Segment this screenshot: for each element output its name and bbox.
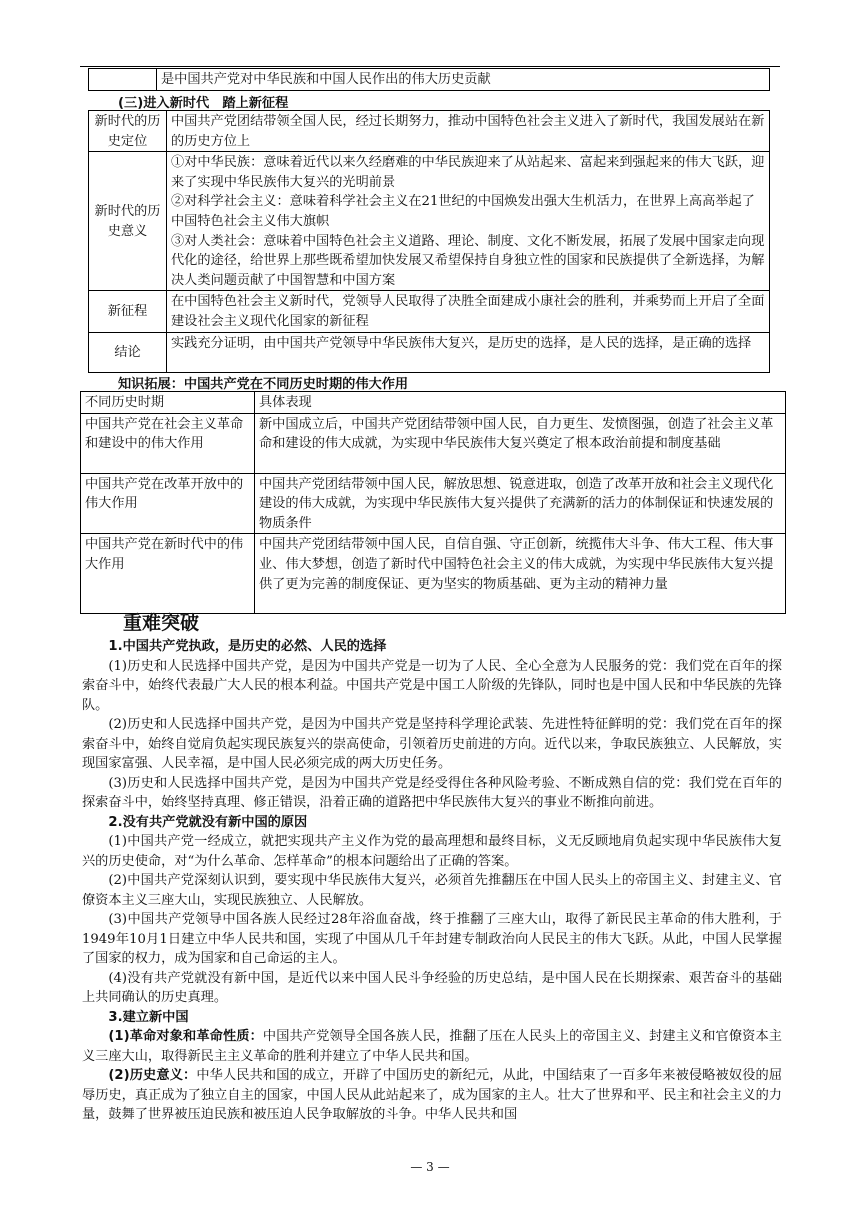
row-label: 结论	[89, 332, 167, 372]
table-cell	[89, 69, 157, 91]
subheading: 3.建立新中国	[108, 1009, 189, 1025]
paragraph: (2)历史和人民选择中国共产党，是因为中国共产党是坚持科学理论武装、先进性特征鲜明的党：我们党在百年的探索奋斗中，始终自觉肩负起实现民族复兴的崇高使命，引领着历史前进的方向。近代以来，争取民族独立、人民解放，实现国家富强、人民幸福，是中国人民必须完成的两大历史任务。	[82, 717, 782, 771]
row-label: 新时代的历史定位	[89, 111, 167, 152]
row-label: 新征程	[89, 291, 167, 332]
row-content: 中国共产党团结带领全国人民，经过长期努力，推动中国特色社会主义进入了新时代，我国发展站在新的历史方位上	[167, 111, 770, 152]
row-content: 实践充分证明，由中国共产党领导中华民族伟大复兴，是历史的选择，是人民的选择，是正确的选择	[167, 332, 770, 372]
table-row	[81, 473, 786, 534]
page-number: — 3 —	[410, 1160, 450, 1174]
significance-item: ②对科学社会主义：意味着科学社会主义在21世纪的中国焕发出强大生机活力，在世界上高高举起了中国特色社会主义伟大旗帜	[171, 194, 755, 229]
inline-text: 中国共产党领导全国各族人民，推翻了压在人民头上的帝国主义、封建主义和官僚资本主义三座大山，取得新民主主义革命的胜利并建立了中华人民共和国。	[82, 1029, 782, 1064]
paragraph: (1)历史和人民选择中国共产党，是因为中国共产党是一切为了人民、全心全意为人民服务的党：我们党在百年的探索奋斗中，始终代表最广大人民的根本利益。中国共产党是中国工人阶级的先锋队，同时也是中国人民和中华民族的先锋队。	[82, 658, 782, 713]
detail-cell: 新中国成立后，中国共产党团结带领中国人民，自力更生、发愤图强，创造了社会主义革命和建设的伟大成就，为实现中华民族伟大复兴奠定了根本政治前提和制度基础	[255, 413, 786, 473]
top-rule	[80, 66, 780, 67]
detail-cell: 中国共产党团结带领中国人民，自信自强、守正创新，统揽伟大斗争、伟大工程、伟大事业、伟大梦想，创造了新时代中国特色社会主义的伟大成就，为实现中华民族伟大复兴提供了更为完善的制度保证、更为坚实的物质基础、更为主动的精神力量	[255, 534, 786, 614]
period-cell: 中国共产党在社会主义革命和建设中的伟大作用	[81, 413, 255, 473]
significance-item: ①对中华民族：意味着近代以来久经磨难的中华民族迎来了从站起来、富起来到强起来的伟大飞跃，迎来了实现中华民族伟大复兴的光明前景	[171, 155, 765, 190]
section-title: 重难突破	[123, 612, 200, 634]
paragraph: (1)中国共产党一经成立，就把实现共产主义作为党的最高理想和最终目标，义无反顾地肩负起实现中华民族伟大复兴的历史使命，对“为什么革命、怎样革命”的根本问题给出了正确的答案。	[82, 834, 782, 869]
table-row	[81, 534, 786, 614]
table-row	[81, 413, 786, 473]
column-header: 具体表现	[255, 392, 786, 414]
inline-label: (2)历史意义：	[108, 1068, 197, 1083]
inline-text: 中华人民共和国的成立，开辟了中国历史的新纪元，从此，中国结束了一百多年来被侵略被奴役的屈辱历史，真正成为了独立自主的国家，中国人民从此站起来了，成为国家的主人。壮大了世界和平、民主和社会主义的力量，鼓舞了世界被压迫民族和被压迫人民争取解放的斗争。中华人民共和国	[82, 1068, 783, 1122]
column-header: 不同历史时期	[81, 392, 255, 414]
detail-cell: 中国共产党团结带领中国人民，解放思想、锐意进取，创造了改革开放和社会主义现代化建设的伟大成就，为实现中华民族伟大复兴提供了充满新的活力的体制保证和快速发展的物质条件	[255, 473, 786, 534]
table-row	[89, 291, 770, 332]
row-content: 在中国特色社会主义新时代，党领导人民取得了决胜全面建成小康社会的胜利，并乘势而上开启了全面建设社会主义现代化国家的新征程	[167, 291, 770, 332]
table-row	[89, 111, 770, 152]
significance-item: ③对人类社会：意味着中国特色社会主义道路、理论、制度、文化不断发展，拓展了发展中国家走向现代化的途径，给世界上那些既希望加快发展又希望保持自身独立性的国家和民族提供了全新选择，为解决人类问题贡献了中国智慧和中国方案	[171, 233, 765, 288]
table-row	[89, 69, 770, 91]
paragraph	[82, 1027, 782, 1066]
paragraph: (2)中国共产党深刻认识到，要实现中华民族伟大复兴，必须首先推翻压在中国人民头上的帝国主义、封建主义、官僚资本主义三座大山，实现民族独立、人民解放。	[82, 873, 782, 908]
table-cell: 是中国共产党对中华民族和中国人民作出的伟大历史贡献	[157, 69, 770, 91]
knowledge-table	[80, 391, 786, 614]
table-row	[89, 332, 770, 372]
period-cell: 中国共产党在新时代中的伟大作用	[81, 534, 255, 614]
paragraph: (3)历史和人民选择中国共产党，是因为中国共产党是经受得住各种风险考验、不断成熟自信的党：我们党在百年的探索奋斗中，始终坚持真理、修正错误，沿着正确的道路把中华民族伟大复兴的事业不断推向前进。	[82, 775, 782, 810]
table-row	[89, 152, 770, 291]
paragraph: (4)没有共产党就没有新中国，是近代以来中国人民斗争经验的历史总结，是中国人民在长期探索、艰苦奋斗的基础上共同确认的历史真理。	[82, 970, 782, 1005]
knowledge-heading: 知识拓展：中国共产党在不同历史时期的伟大作用	[118, 377, 409, 392]
paragraph: (3)中国共产党领导中国各族人民经过28年浴血奋战，终于推翻了三座大山，取得了新民民主革命的伟大胜利，于1949年10月1日建立中华人民共和国，实现了中国从几千年封建专制政治向人民民主的伟大飞跃。从此，中国人民掌握了国家的权力，成为国家和自己命运的主人。	[82, 912, 782, 966]
new-era-table	[88, 110, 770, 373]
inline-label: (1)革命对象和革命性质：	[108, 1029, 263, 1044]
subheading: 2.没有共产党就没有新中国的原因	[108, 814, 308, 830]
row-content	[167, 152, 770, 291]
period-cell: 中国共产党在改革开放中的伟大作用	[81, 473, 255, 534]
body-text	[82, 637, 782, 1125]
paragraph	[82, 1066, 782, 1125]
row-label: 新时代的历史意义	[89, 152, 167, 291]
subheading: 1.中国共产党执政，是历史的必然、人民的选择	[108, 639, 387, 654]
continuation-table	[88, 68, 770, 91]
section-heading: (三)进入新时代 踏上新征程	[118, 96, 289, 111]
table-header-row	[81, 392, 786, 414]
